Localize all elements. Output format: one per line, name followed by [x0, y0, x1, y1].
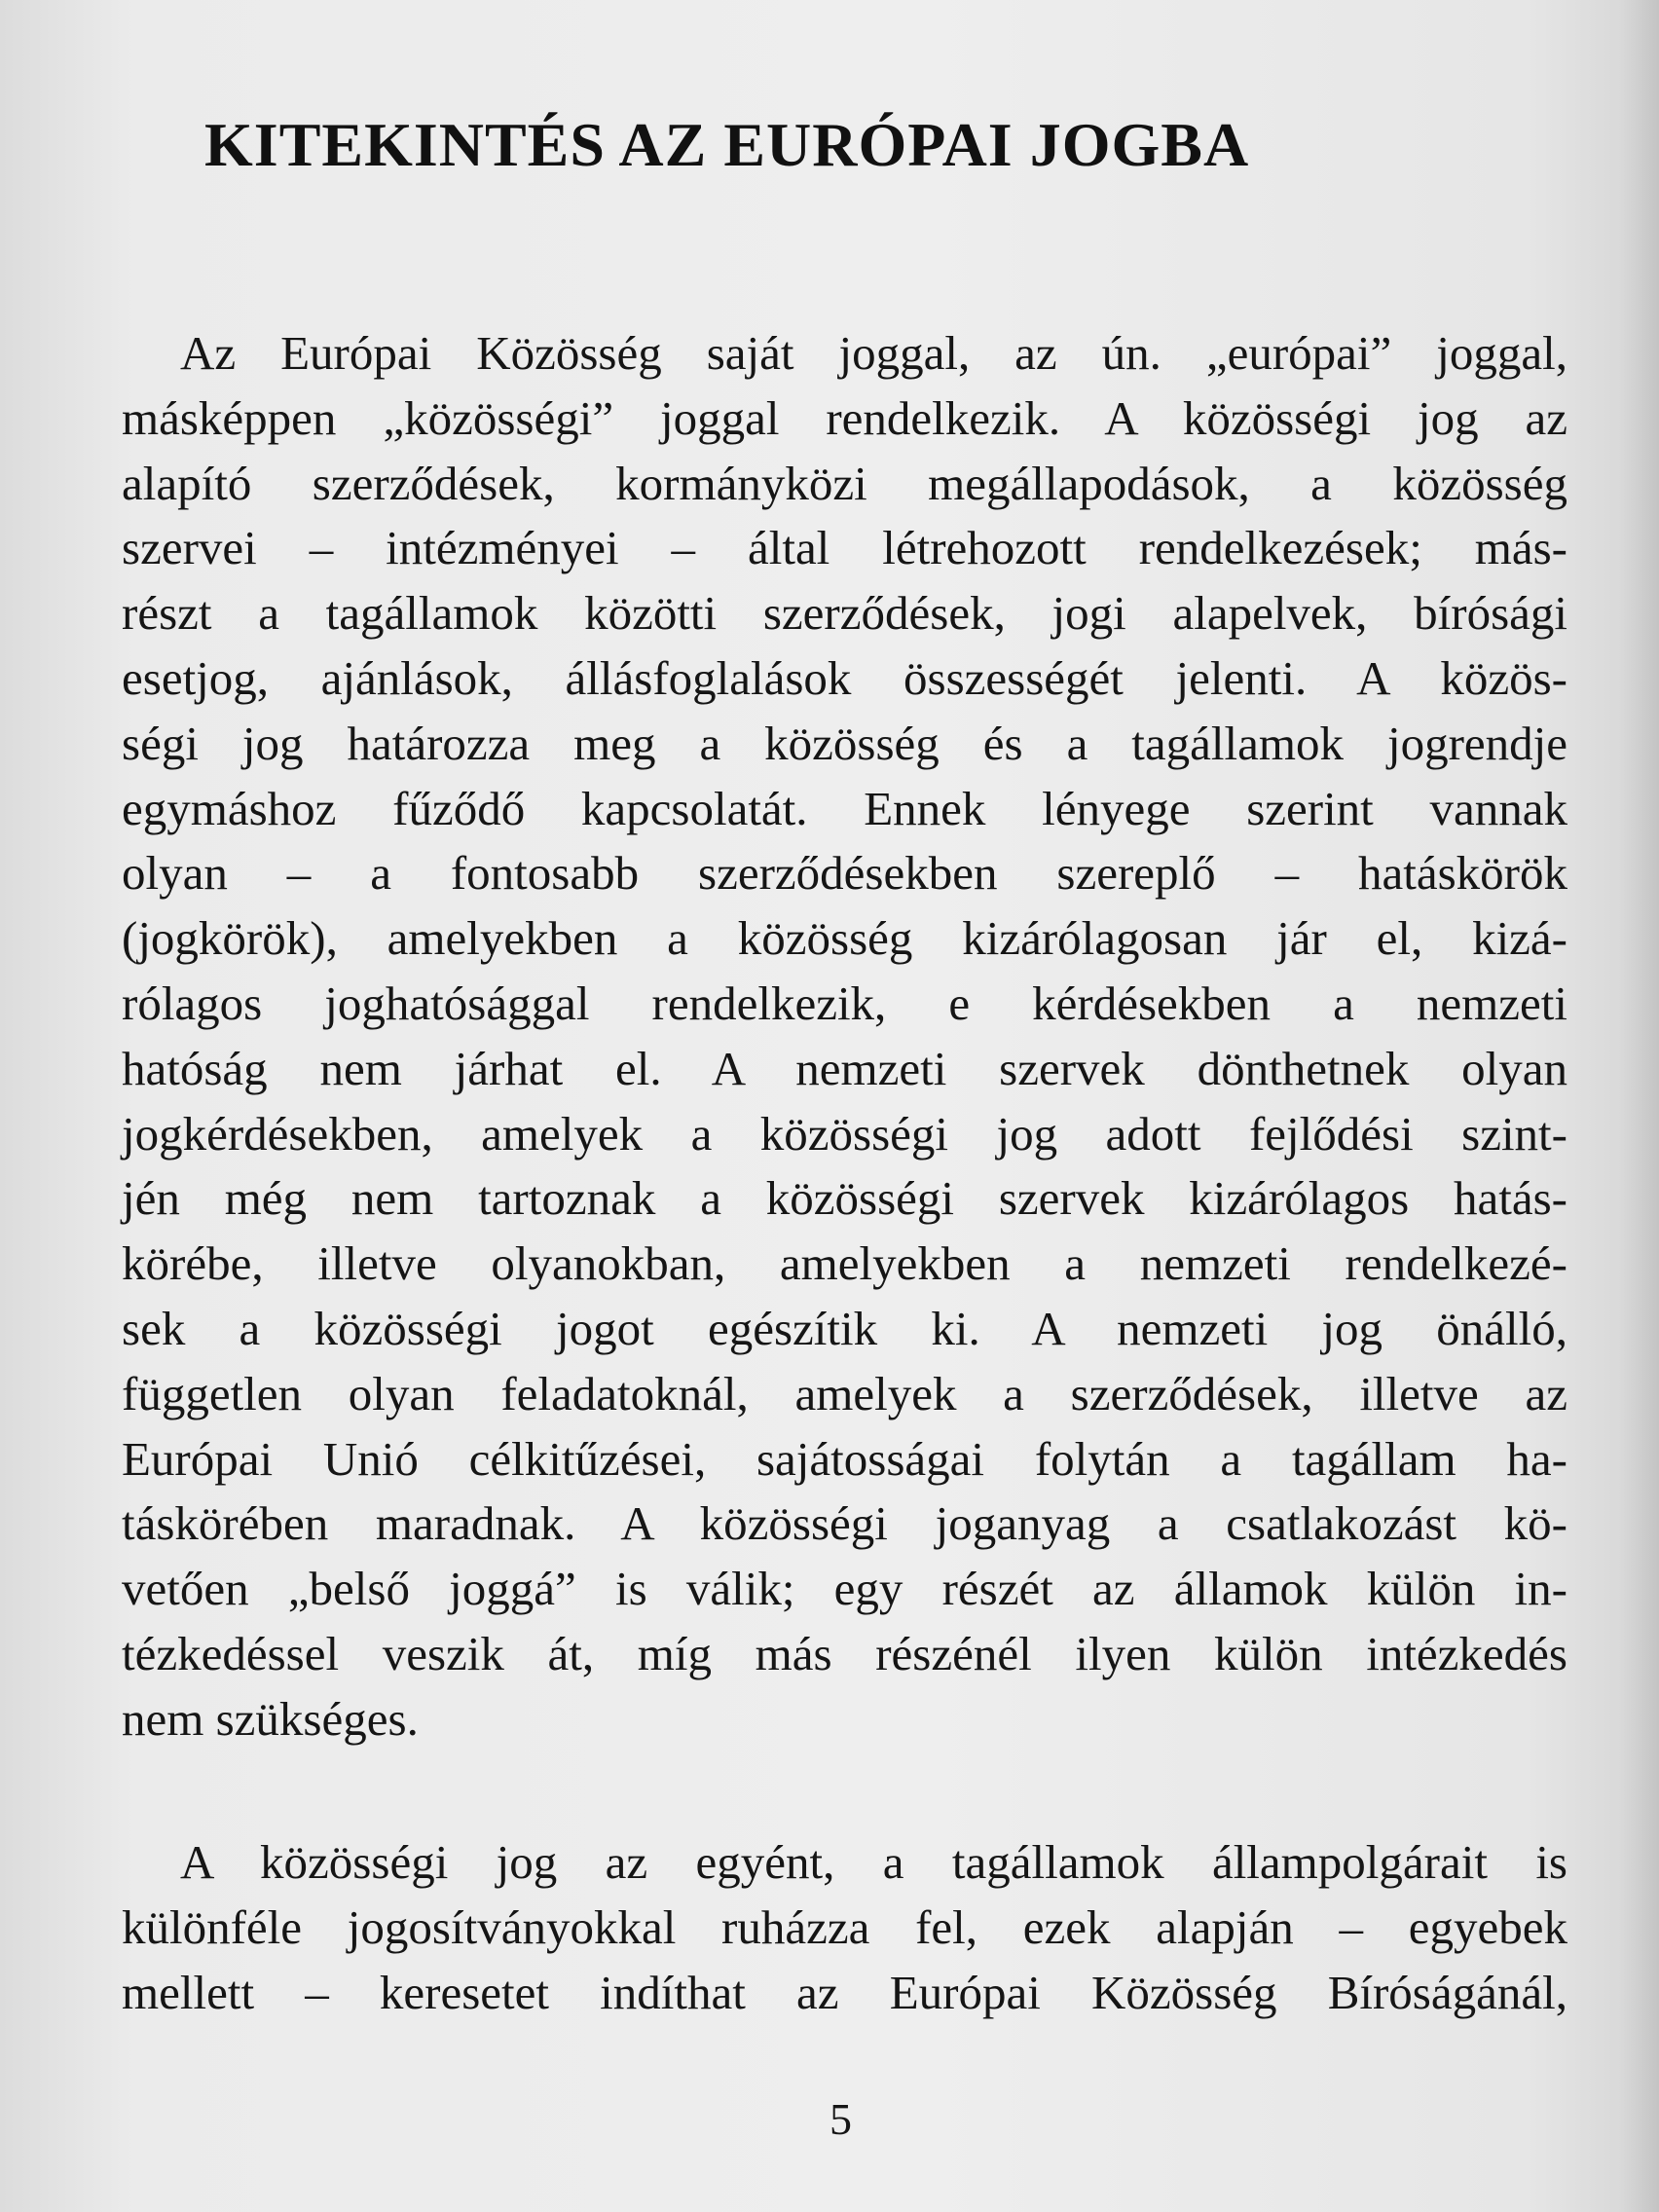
text-line: hatóság nem járhat el. A nemzeti szervek dönthetnek olyan [122, 1041, 1567, 1095]
text-line: mellett – keresetet indíthat az Európai Közösség Bíróságánál, [122, 1965, 1567, 2019]
text-line: jén még nem tartoznak a közösségi szervek kizárólagos hatás- [122, 1171, 1567, 1226]
text-line: szervei – intézményei – által létrehozott rendelkezések; más- [122, 521, 1567, 575]
text-line: egymáshoz fűződő kapcsolatát. Ennek lényege szerint vannak [122, 781, 1567, 835]
text-line: független olyan feladatoknál, amelyek a szerződések, illetve az [122, 1366, 1567, 1420]
text-line: ségi jog határozza meg a közösség és a tagállamok jogrendje [122, 716, 1567, 770]
paragraph-2 [122, 1830, 1567, 2025]
page-edge-shadow [1620, 0, 1659, 2212]
text-line: olyan – a fontosabb szerződésekben szereplő – hatáskörök [122, 846, 1567, 901]
text-line: tézkedéssel veszik át, míg más részénél ilyen külön intézkedés [122, 1626, 1567, 1680]
text-line: rólagos joghatósággal rendelkezik, e kérdésekben a nemzeti [122, 976, 1567, 1030]
text-line: vetően „belső joggá” is válik; egy részét az államok külön in- [122, 1562, 1567, 1616]
page-number: 5 [830, 2094, 852, 2144]
text-line: körébe, illetve olyanokban, amelyekben a nemzeti rendelkezé- [122, 1236, 1567, 1291]
text-line: Európai Unió célkitűzései, sajátosságai folytán a tagállam ha- [122, 1431, 1567, 1486]
text-line: táskörében maradnak. A közösségi joganyag a csatlakozást kö- [122, 1496, 1567, 1551]
text-line: A közösségi jog az egyént, a tagállamok állampolgárait is [180, 1835, 1567, 1889]
text-line: nem szükséges. [122, 1691, 419, 1746]
text-line: részt a tagállamok közötti szerződések, jogi alapelvek, bírósági [122, 586, 1567, 641]
text-line: (jogkörök), amelyekben a közösség kizárólagosan jár el, kizá- [122, 911, 1567, 966]
text-line: jogkérdésekben, amelyek a közösségi jog adott fejlődési szint- [122, 1106, 1567, 1161]
text-line: Az Európai Közösség saját joggal, az ún. „európai” joggal, [180, 326, 1567, 380]
text-line: másképpen „közösségi” joggal rendelkezik. A közösségi jog az [122, 390, 1567, 445]
page-title: KITEKINTÉS AZ EURÓPAI JOGBA [204, 110, 1250, 179]
text-line: esetjog, ajánlások, állásfoglalások összességét jelenti. A közös- [122, 650, 1567, 705]
text-line: különféle jogosítványokkal ruházza fel, ezek alapján – egyebek [122, 1899, 1567, 1954]
text-line: alapító szerződések, kormányközi megállapodások, a közösség [122, 456, 1567, 510]
paragraph-1 [122, 321, 1567, 1752]
text-line: sek a közösségi jogot egészítik ki. A nemzeti jog önálló, [122, 1301, 1567, 1355]
